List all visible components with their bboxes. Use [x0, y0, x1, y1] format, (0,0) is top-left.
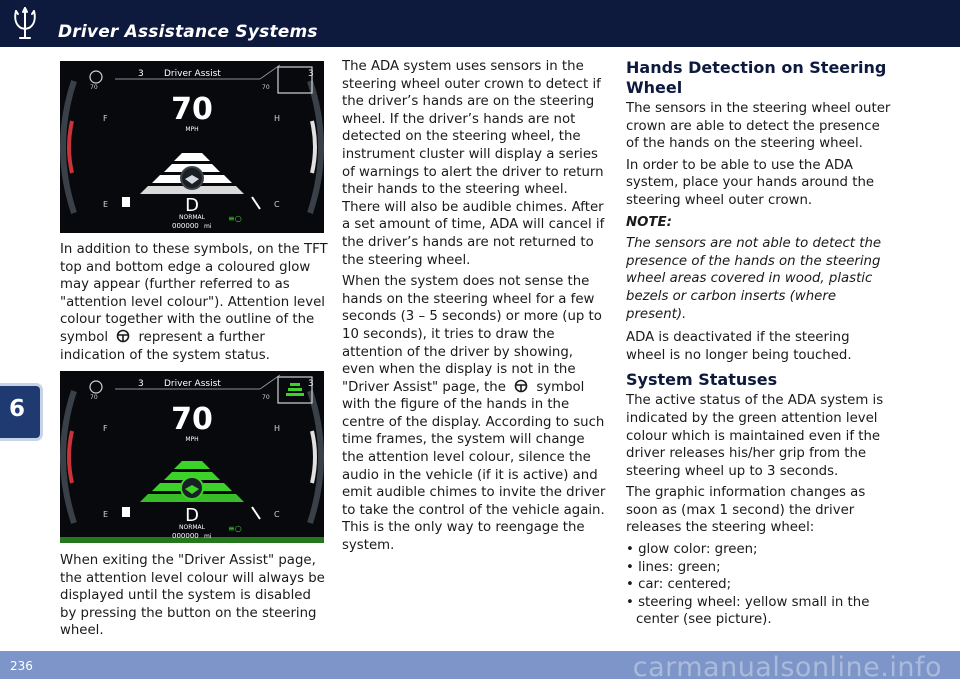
cluster-fuel-e: E [103, 510, 109, 519]
paragraph-active-status: The active status of the ADA system is indicated by the green attention level colour which is maintained even if the driver releases his/her grip from the steering wheel up to 3 seconds. [626, 393, 884, 479]
column-left-lower [60, 552, 328, 644]
cluster-count-left: 3 [138, 69, 144, 79]
column-right [626, 58, 892, 629]
lights-icon: ≡○ [228, 524, 242, 533]
cluster-count-right: 3 [308, 69, 314, 79]
instrument-cluster-image-active [60, 371, 324, 543]
cluster-limit-right: 70 [262, 394, 270, 401]
cluster-limit-left: 70 [90, 84, 98, 91]
cluster-mode: NORMAL [178, 524, 206, 531]
cluster-speed: 70 [171, 92, 213, 127]
steering-wheel-icon [114, 329, 132, 343]
paragraph-exit-driver-assist: When exiting the "Driver Assist" page, the attention level colour will always be displayed until the system is disabled by pressing the button on the steering wheel. [60, 553, 325, 639]
cluster-fuel-e: E [103, 200, 109, 209]
list-item: • steering wheel: yellow small in the center (see picture). [626, 594, 870, 628]
page-number: 236 [10, 659, 33, 673]
cluster-mode: NORMAL [178, 214, 206, 221]
cluster-fuel-f: F [103, 424, 108, 433]
list-item: • lines: green; [626, 559, 721, 575]
cluster-temp-c: C [274, 510, 280, 519]
cluster-limit-left: 70 [90, 394, 98, 401]
chapter-tab [0, 386, 40, 438]
paragraph-attention-colour: In addition to these symbols, on the TFT top and bottom edge a coloured glow may appear (further referred to as "attention level colour"). Attention level colour together with the outline of the symbol represent a further indication of the system status. [60, 242, 328, 363]
list-item: • car: centered; [626, 577, 732, 593]
cluster-odometer: 000000 [172, 532, 199, 540]
cluster-limit-right: 70 [262, 84, 270, 91]
fuel-pump-icon [122, 507, 130, 517]
cluster-top-label: Driver Assist [164, 379, 221, 389]
trident-logo-icon [10, 5, 40, 43]
cluster-count-right: 3 [308, 379, 314, 389]
paragraph-deactivated: ADA is deactivated if the steering wheel is no longer being touched. [626, 330, 852, 363]
paragraph-hands-not-sensed: When the system does not sense the hands on the steering wheel for a few seconds (3 – 5 seconds) or more (up to 10 seconds), it tries to draw the attention of the driver by showing, even when the display is not in the "Driver Assist" page, the symbol with the figure of the hands in the centre of the display. According to such time frames, the system will change the attention level colour, silence the audio in the vehicle (if it is active) and emit audible chimes to invite the driver to take the control of the vehicle again. This is the only way to reengage the system. [342, 274, 606, 554]
heading-system-statuses: System Statuses [626, 370, 778, 390]
cluster-odometer: 000000 [172, 222, 199, 230]
cluster-top-label: Driver Assist [164, 69, 221, 79]
cluster-speed: 70 [171, 402, 213, 437]
fuel-pump-icon [122, 197, 130, 207]
cluster-speed-unit: MPH [185, 436, 199, 443]
lights-icon: ≡○ [228, 214, 242, 223]
page-header [0, 0, 960, 47]
cluster-temp-c: C [274, 200, 280, 209]
note-label: NOTE: [626, 214, 672, 230]
cluster-fuel-f: F [103, 114, 108, 123]
paragraph-sensors: The ADA system uses sensors in the steering wheel outer crown to detect if the driver’s hands are on the steering wheel. If the driver’s hands are not detected on the steering wheel, the instrument cluster will display a series of warnings to alert the driver to return their hands to the steering wheel. There will also be audible chimes. After a set amount of time, ADA will cancel if the driver’s hands are not returned to the steering wheel. [342, 59, 605, 268]
paragraph-graphic-changes: The graphic information changes as soon as (max 1 second) the driver releases the steering wheel: [626, 485, 866, 536]
cluster-odo-unit: mi [204, 533, 212, 540]
cluster-gear: D [185, 505, 199, 526]
steering-wheel-icon [512, 379, 530, 393]
cluster-temp-h: H [274, 424, 281, 433]
cluster-temp-h: H [274, 114, 281, 123]
note-text: The sensors are not able to detect the presence of the hands on the steering wheel areas covered in wood, plastic bezels or carbon inserts (where present). [626, 236, 882, 322]
section-title: Driver Assistance Systems [58, 22, 318, 42]
cluster-count-left: 3 [138, 379, 144, 389]
paragraph-place-hands: In order to be able to use the ADA system, place your hands around the steering wheel outer crown. [626, 157, 875, 208]
instrument-cluster-image-normal [60, 61, 324, 233]
chapter-number: 6 [8, 396, 25, 422]
column-middle [342, 58, 606, 559]
list-item: • glow color: green; [626, 542, 758, 558]
cluster-odo-unit: mi [204, 223, 212, 230]
heading-hands-detection: Hands Detection on Steering Wheel [626, 58, 887, 97]
column-left [60, 241, 328, 368]
paragraph-sensor-detect: The sensors in the steering wheel outer crown are able to detect the presence of the hands on the steering wheel. [626, 101, 891, 152]
cluster-gear: D [185, 195, 199, 216]
cluster-speed-unit: MPH [185, 126, 199, 133]
status-bullet-list [626, 541, 892, 629]
page-footer [0, 651, 960, 679]
watermark: carmanualsonline.info [632, 652, 942, 679]
